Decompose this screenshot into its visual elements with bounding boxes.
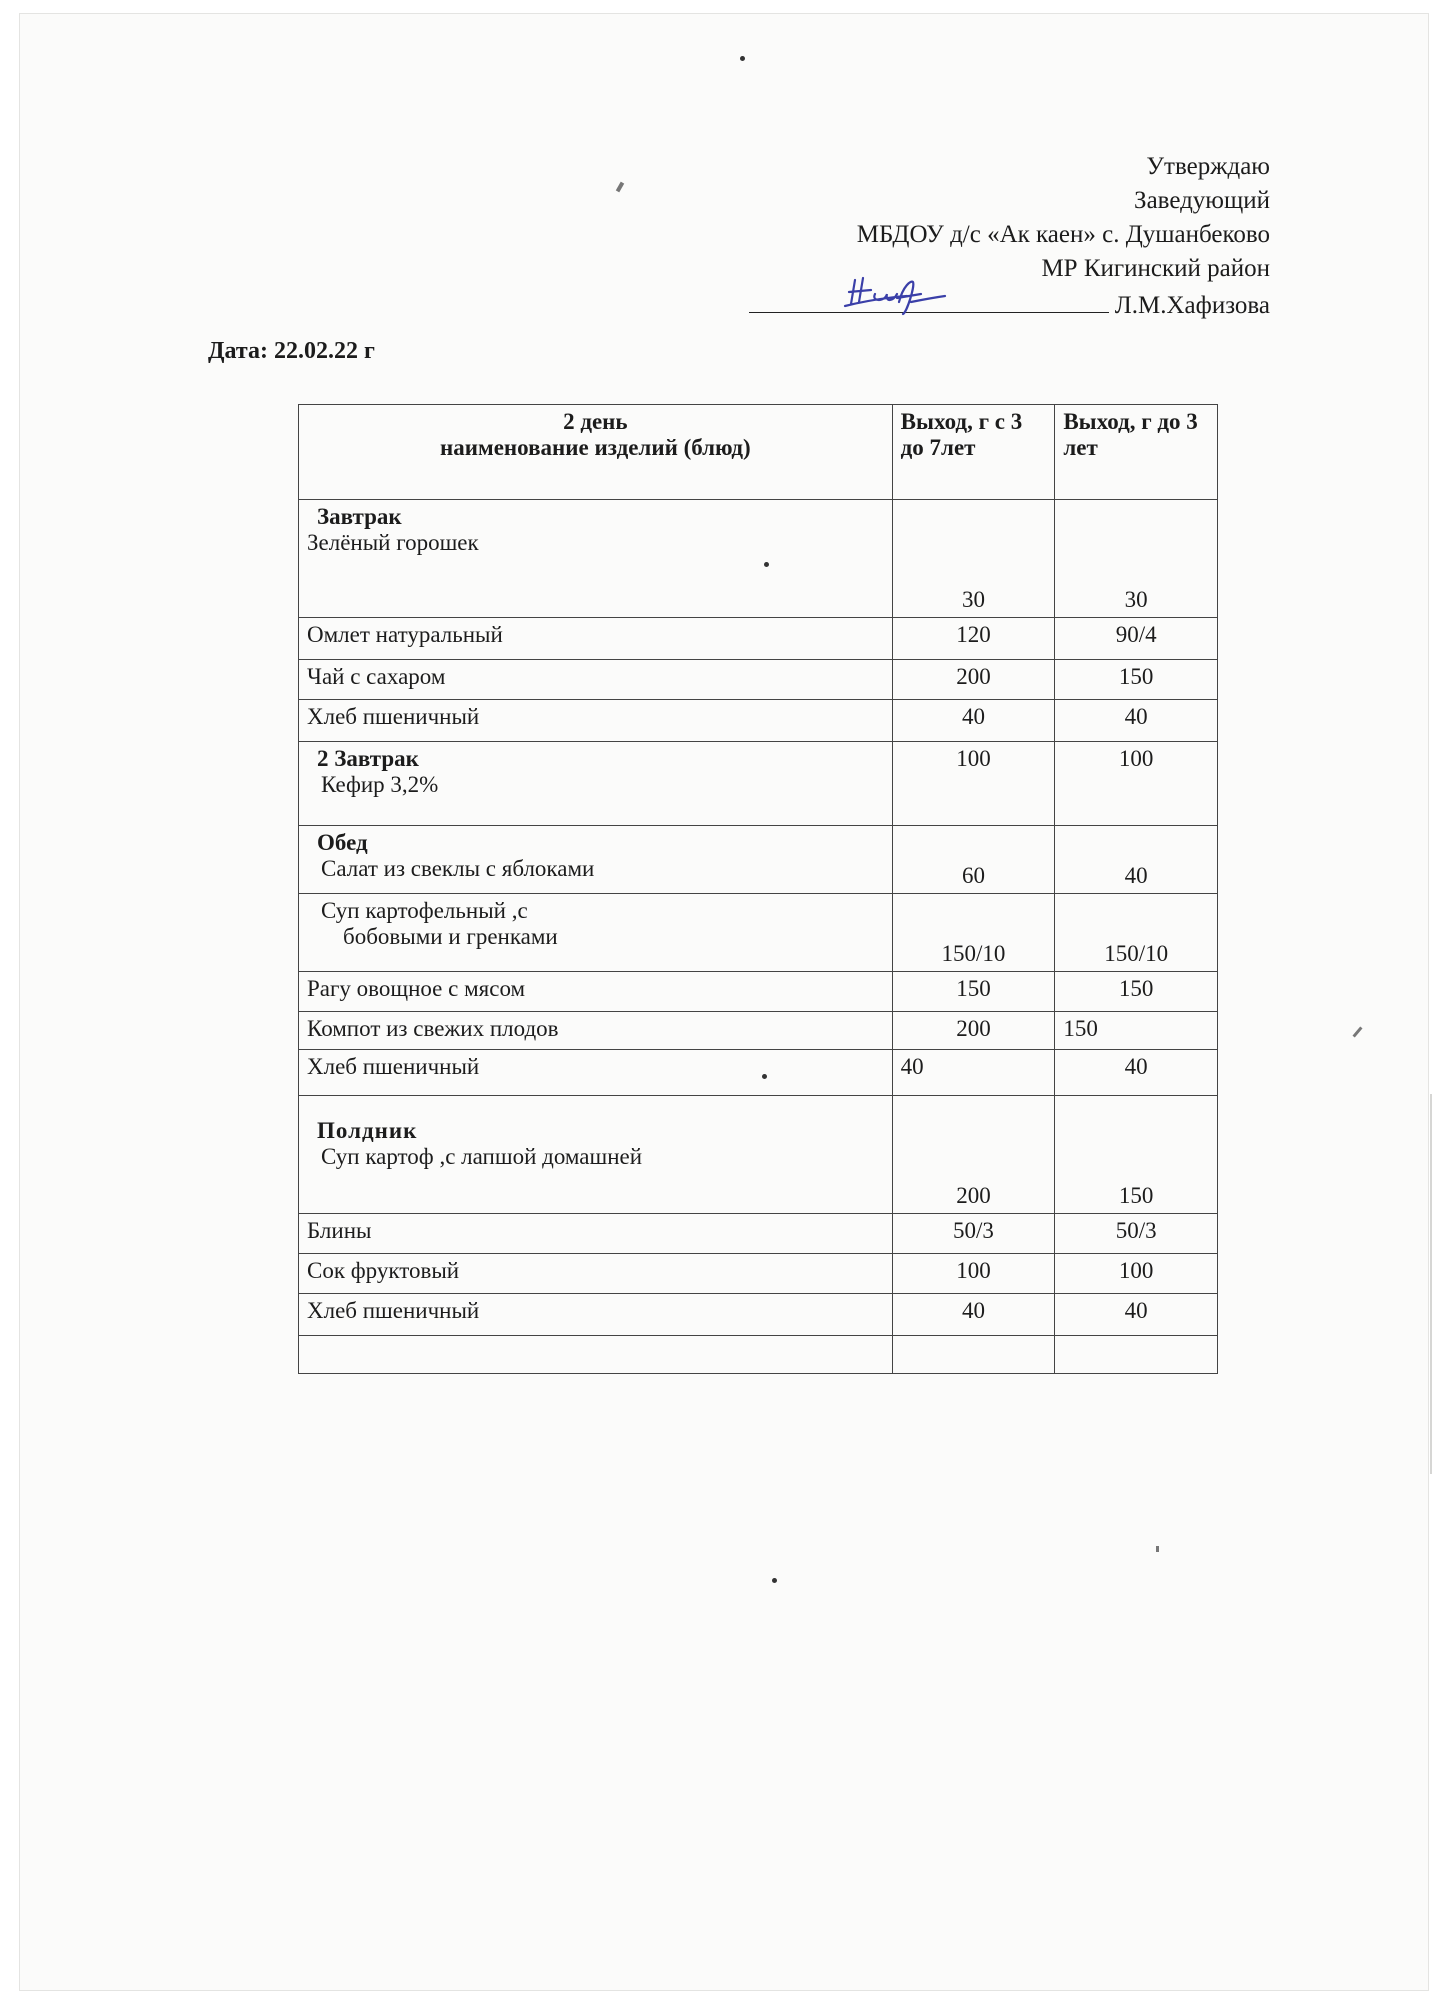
table-row (299, 972, 1218, 1012)
output-value: 120 (892, 618, 1055, 660)
header-dish-name (299, 405, 893, 500)
signature-row (749, 286, 1270, 323)
output-value: 200 (892, 1096, 1055, 1214)
dish-name: Кефир 3,2% (321, 772, 439, 797)
signature-icon (841, 272, 951, 316)
approval-block (749, 150, 1270, 323)
table-row (299, 500, 1218, 618)
header-name-label: наименование изделий (блюд) (440, 435, 751, 460)
scan-speck (616, 182, 624, 193)
output-value: 40 (1055, 1294, 1218, 1336)
output-value: 200 (892, 1012, 1055, 1050)
output-value: 100 (892, 742, 1055, 826)
approval-position: Заведующий (1134, 187, 1270, 214)
output-value: 150/10 (892, 894, 1055, 972)
menu-table (298, 404, 1218, 1374)
scan-speck (764, 562, 769, 567)
output-value: 50/3 (1055, 1214, 1218, 1254)
dish-name: Зелёный горошек (307, 530, 479, 555)
output-value: 30 (892, 500, 1055, 618)
header-output-3-7: Выход, г с 3 до 7лет (892, 405, 1055, 500)
output-value: 40 (892, 1294, 1055, 1336)
dish-name: Суп картофельный ,с (321, 898, 528, 923)
meal-heading: Завтрак (317, 504, 402, 529)
scan-speck (762, 1074, 767, 1079)
meal-heading: 2 Завтрак (317, 746, 419, 771)
table-row (299, 1050, 1218, 1096)
output-value: 100 (892, 1254, 1055, 1294)
scan-speck (772, 1578, 777, 1583)
meal-heading: Полдник (317, 1118, 418, 1143)
approval-title: Утверждаю (1146, 153, 1270, 180)
signature-line (749, 286, 1109, 313)
dish-name: Чай с сахаром (299, 660, 893, 700)
table-row (299, 1294, 1218, 1336)
output-value: 150 (1055, 1012, 1218, 1050)
output-value: 40 (1055, 826, 1218, 894)
scan-edge (1430, 1094, 1432, 1474)
output-value: 40 (1055, 700, 1218, 742)
dish-name: Сок фруктовый (299, 1254, 893, 1294)
dish-name: Суп картоф ,с лапшой домашней (321, 1144, 643, 1169)
header-day: 2 день (563, 409, 628, 434)
output-value: 150/10 (1055, 894, 1218, 972)
output-value: 90/4 (1055, 618, 1218, 660)
scan-speck (1156, 1546, 1159, 1552)
meal-heading: Обед (317, 830, 368, 855)
dish-name: Компот из свежих плодов (299, 1012, 893, 1050)
signer-name: Л.М.Хафизова (1114, 292, 1270, 319)
table-row (299, 1254, 1218, 1294)
table-row (299, 1214, 1218, 1254)
output-value: 100 (1055, 1254, 1218, 1294)
approval-district: МР Кигинский район (1041, 255, 1270, 282)
output-value: 200 (892, 660, 1055, 700)
output-value: 150 (892, 972, 1055, 1012)
header-output-under-3: Выход, г до 3 лет (1055, 405, 1218, 500)
dish-name: Хлеб пшеничный (299, 700, 893, 742)
output-value: 30 (1055, 500, 1218, 618)
scan-speck (1352, 1026, 1362, 1037)
dish-name: Хлеб пшеничный (299, 1050, 893, 1096)
dish-name: Хлеб пшеничный (299, 1294, 893, 1336)
dish-name-continued: бобовыми и гренками (343, 924, 558, 949)
approval-organization: МБДОУ д/с «Ак каен» с. Душанбеково (856, 221, 1270, 248)
table-row (299, 742, 1218, 826)
dish-name: Омлет натуральный (299, 618, 893, 660)
table-row (299, 700, 1218, 742)
menu-date: Дата: 22.02.22 г (208, 338, 375, 364)
table-row (299, 894, 1218, 972)
table-header-row (299, 405, 1218, 500)
dish-name: Салат из свеклы с яблоками (321, 856, 595, 881)
table-row (299, 618, 1218, 660)
output-value: 100 (1055, 742, 1218, 826)
table-row (299, 1096, 1218, 1214)
scan-speck (740, 56, 745, 61)
output-value: 150 (1055, 1096, 1218, 1214)
output-value: 150 (1055, 972, 1218, 1012)
table-row (299, 660, 1218, 700)
output-value: 40 (892, 1050, 1055, 1096)
document-page (20, 14, 1428, 1990)
dish-name: Рагу овощное с мясом (299, 972, 893, 1012)
output-value: 40 (1055, 1050, 1218, 1096)
dish-name: Блины (299, 1214, 893, 1254)
output-value: 40 (892, 700, 1055, 742)
output-value: 50/3 (892, 1214, 1055, 1254)
table-row-empty (299, 1336, 1218, 1374)
output-value: 150 (1055, 660, 1218, 700)
output-value: 60 (892, 826, 1055, 894)
table-row (299, 826, 1218, 894)
table-row (299, 1012, 1218, 1050)
